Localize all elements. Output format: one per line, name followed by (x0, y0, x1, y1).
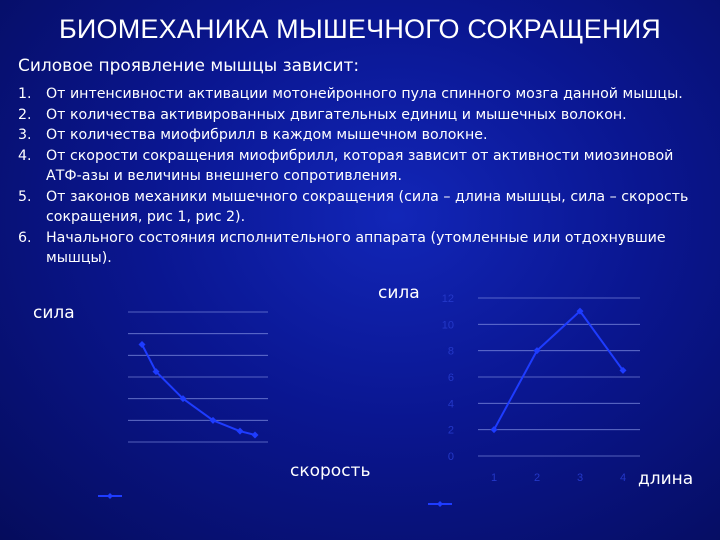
chart2-ylabel: сила (378, 283, 420, 303)
chart1-xlabel: скорость (290, 461, 371, 481)
chart2-ytick-label: 8 (447, 345, 454, 358)
chart2-ytick-label: 6 (447, 372, 454, 384)
list-number: 2. (18, 106, 32, 123)
list-number: 6. (18, 229, 32, 246)
list-text: От скорости сокращения миофибрилл, которая зависит от активности миозиновой АТФ-азы и величины внешнего сопротивления. (46, 147, 674, 184)
list-text: От законов механики мышечного сокращения (сила – длина мышцы, сила – скорость сокращения, рис 1, рис 2). (46, 188, 689, 225)
list-number: 3. (18, 127, 32, 143)
intro-text: Силовое проявление мышцы зависит: (18, 56, 360, 76)
chart1-point (237, 428, 244, 435)
list-text: От количества активированных двигательных единиц и мышечных волокон. (46, 106, 627, 123)
chart2-xtick-label: 3 (576, 472, 584, 484)
chart2-xlabel: длина (638, 469, 694, 489)
list-text: От количества миофибрилл в каждом мышечном волокне. (46, 127, 488, 143)
chart2-ytick-label: 12 (441, 293, 454, 305)
chart2-ytick-label: 10 (441, 319, 454, 332)
chart1-point (252, 431, 259, 438)
chart2-ytick-label: 2 (447, 424, 454, 437)
list-text: От интенсивности активации мотонейронного пула спинного мозга данной мышцы. (46, 86, 683, 102)
chart1-series-line (142, 345, 255, 435)
list-number: 1. (18, 86, 32, 102)
chart1-ylabel: сила (33, 303, 75, 323)
chart2-xtick-label: 1 (490, 472, 498, 484)
chart2-xtick-label: 4 (619, 472, 627, 484)
chart2-xtick-label: 2 (533, 472, 541, 484)
chart1-point (139, 341, 146, 348)
chart2-ytick-label: 0 (447, 451, 454, 463)
slide-title: БИОМЕХАНИКА МЫШЕЧНОГО СОКРАЩЕНИЯ (58, 14, 661, 44)
list-number: 5. (18, 188, 32, 205)
chart2-series-line (494, 311, 623, 430)
chart2-ytick-label: 4 (447, 398, 454, 411)
chart2-legend-marker (437, 501, 443, 507)
chart1-legend-marker (107, 493, 113, 499)
list-text: Начального состояния исполнительного аппарата (утомленные или отдохнувшие мышцы). (46, 229, 666, 266)
list-number: 4. (18, 147, 32, 164)
